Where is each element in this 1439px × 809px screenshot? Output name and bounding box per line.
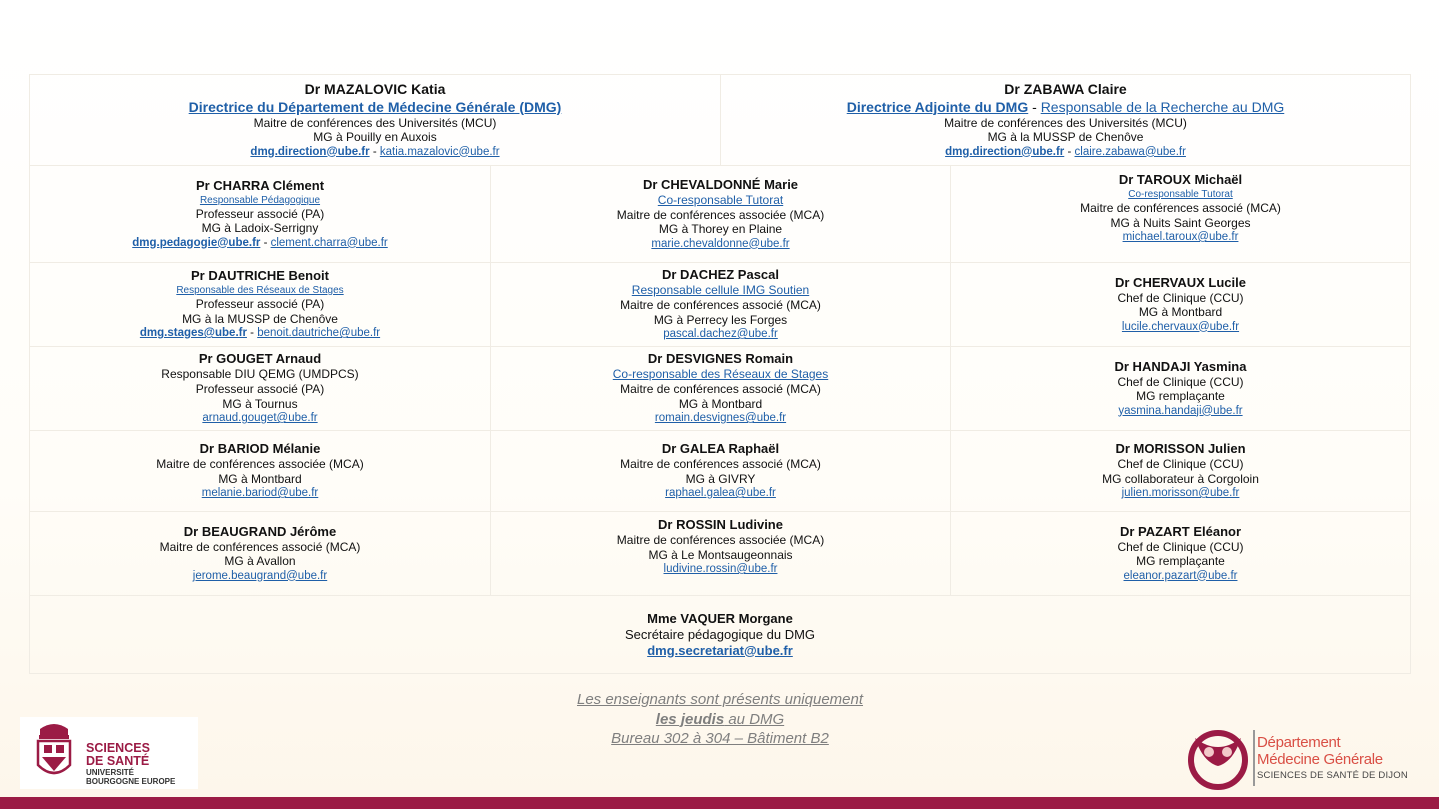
- person-title: Professeur associé (PA): [195, 382, 325, 396]
- footer-bar: [0, 797, 1439, 809]
- staff-card: [30, 263, 490, 346]
- person-title: Chef de Clinique (CCU): [1117, 290, 1244, 305]
- person-practice: MG à Avallon: [224, 554, 296, 568]
- person-title: Chef de Clinique (CCU): [1117, 374, 1244, 389]
- email-separator: -: [1064, 145, 1075, 158]
- logo-title: [1257, 734, 1383, 768]
- email-line: [1124, 569, 1238, 584]
- person-name: Dr PAZART Eléanor: [1119, 523, 1242, 539]
- shared-email-link[interactable]: dmg.direction@ube.fr: [250, 145, 370, 158]
- person-title: Maitre de conférences associée (MCA): [616, 533, 825, 547]
- person-practice: MG à Montbard: [1138, 305, 1223, 319]
- shared-email-link[interactable]: dmg.pedagogie@ube.fr: [132, 236, 261, 249]
- staff-row: [30, 165, 1410, 262]
- logo-subtitle: [86, 768, 175, 786]
- person-practice: MG à la MUSSP de Chenôve: [987, 130, 1144, 144]
- staff-row: [30, 262, 1410, 346]
- personal-email-link[interactable]: ludivine.rossin@ube.fr: [663, 563, 778, 575]
- email-line: [945, 145, 1186, 160]
- secretary-card: [30, 596, 1410, 673]
- person-name: Dr TAROUX Michaël: [1118, 172, 1243, 187]
- person-title: Maitre de conférences des Universités (MCU): [944, 115, 1187, 130]
- logo-divider: [1253, 730, 1255, 786]
- person-title: Chef de Clinique (CCU): [1117, 457, 1244, 471]
- person-secondary-role-link[interactable]: Responsable de la Recherche au DMG: [1040, 98, 1285, 115]
- personal-email-link[interactable]: melanie.bariod@ube.fr: [201, 487, 319, 499]
- personal-email-link[interactable]: benoit.dautriche@ube.fr: [257, 327, 381, 339]
- role-separator: -: [1028, 98, 1041, 115]
- personal-email-link[interactable]: raphael.galea@ube.fr: [665, 487, 776, 499]
- email-line: [664, 562, 778, 577]
- staff-card: [30, 431, 490, 511]
- email-line: [140, 326, 380, 341]
- person-name: Dr DESVIGNES Romain: [647, 351, 794, 366]
- personal-email-link[interactable]: pascal.dachez@ube.fr: [663, 328, 778, 340]
- staff-card: [950, 263, 1410, 346]
- person-role-link[interactable]: Directrice Adjointe du DMG: [846, 98, 1029, 115]
- staff-card: [30, 347, 490, 430]
- person-practice: MG à Le Montsaugeonnais: [648, 547, 793, 562]
- staff-card: [30, 512, 490, 595]
- email-separator: -: [260, 236, 271, 249]
- person-practice: MG à Montbard: [218, 471, 302, 486]
- deputy-director-card: [720, 75, 1410, 165]
- person-name: Dr CHEVALDONNÉ Marie: [642, 176, 799, 192]
- personal-email-link[interactable]: claire.zabawa@ube.fr: [1074, 145, 1186, 158]
- person-title: Professeur associé (PA): [195, 297, 325, 311]
- personal-email-link[interactable]: marie.chevaldonne@ube.fr: [651, 237, 790, 250]
- person-title: Maitre de conférences associée (MCA): [616, 207, 825, 222]
- email-line: [250, 145, 499, 160]
- person-practice: MG à Perrecy les Forges: [653, 312, 788, 327]
- person-title: Maitre de conférences associé (MCA): [620, 298, 821, 312]
- email-line: [647, 643, 793, 659]
- person-title: Maitre de conférences associé (MCA): [159, 539, 361, 554]
- staff-card: [950, 512, 1410, 595]
- note-line: Les enseignants sont présents uniquement: [576, 691, 864, 708]
- note-line: [520, 710, 920, 730]
- staff-directory-grid: [29, 74, 1411, 674]
- person-name: Dr HANDAJI Yasmina: [1114, 358, 1247, 374]
- person-role-link[interactable]: Responsable des Réseaux de Stages: [176, 285, 344, 296]
- personal-email-link[interactable]: katia.mazalovic@ube.fr: [379, 145, 500, 158]
- email-line: [1118, 404, 1242, 419]
- dmg-logo: [1183, 724, 1413, 792]
- person-practice: MG à Montbard: [678, 396, 763, 411]
- logo-subtitle-line: UNIVERSITÉ: [86, 768, 135, 777]
- email-line: [651, 237, 789, 252]
- note-text: au DMG: [724, 710, 785, 728]
- staff-card: [950, 166, 1410, 262]
- email-line: [202, 411, 317, 426]
- person-title: Secrétaire pédagogique du DMG: [624, 626, 816, 642]
- staff-card: [950, 431, 1410, 511]
- person-name: Dr BEAUGRAND Jérôme: [183, 523, 337, 539]
- email-line: [132, 236, 388, 251]
- owl-logo-icon: [1185, 726, 1251, 790]
- sciences-de-sante-logo: [20, 717, 198, 789]
- person-name: Dr GALEA Raphaël: [661, 441, 780, 456]
- person-role-link[interactable]: Co-responsable des Réseaux de Stages: [612, 367, 829, 381]
- person-role-link[interactable]: Responsable Pédagogique: [199, 194, 321, 206]
- person-name: Dr ROSSIN Ludivine: [658, 517, 783, 532]
- staff-card: [490, 431, 950, 511]
- person-practice: MG à la MUSSP de Chenôve: [182, 311, 338, 326]
- personal-email-link[interactable]: eleanor.pazart@ube.fr: [1123, 569, 1238, 582]
- logo-title-line: Département: [1257, 734, 1341, 751]
- email-separator: -: [369, 145, 380, 158]
- staff-card: [490, 512, 950, 595]
- person-title: Professeur associé (PA): [195, 206, 325, 221]
- person-practice: MG à Ladoix-Serrigny: [201, 221, 319, 235]
- personal-email-link[interactable]: lucile.chervaux@ube.fr: [1121, 320, 1240, 333]
- person-title: Maitre de conférences associée (MCA): [156, 457, 364, 471]
- note-emphasis: les jeudis: [655, 710, 725, 728]
- person-name: Dr CHERVAUX Lucile: [1115, 274, 1246, 290]
- personal-email-link[interactable]: julien.morisson@ube.fr: [1121, 487, 1240, 499]
- person-practice: MG remplaçante: [1136, 554, 1225, 568]
- person-name: Mme VAQUER Morgane: [647, 610, 793, 626]
- director-card: [30, 75, 720, 165]
- person-name: Dr MORISSON Julien: [1115, 441, 1246, 456]
- shared-email-link[interactable]: dmg.stages@ube.fr: [139, 327, 247, 339]
- email-separator: -: [246, 327, 258, 339]
- personal-email-link[interactable]: michael.taroux@ube.fr: [1122, 231, 1239, 243]
- staff-card: [490, 347, 950, 430]
- person-title: Maitre de conférences des Universités (MCU): [253, 115, 497, 130]
- person-practice: MG à GIVRY: [685, 471, 756, 486]
- person-role-link[interactable]: Directrice du Département de Médecine Générale (DMG): [188, 98, 562, 115]
- staff-card: [490, 166, 950, 262]
- staff-row: [30, 511, 1410, 595]
- person-practice: MG à Tournus: [222, 396, 298, 411]
- email-line: [1122, 320, 1239, 335]
- person-role: Responsable DIU QEMG (UMDPCS): [161, 367, 359, 381]
- person-name: Dr ZABAWA Claire: [1004, 80, 1127, 97]
- person-name: Pr DAUTRICHE Benoit: [191, 268, 329, 283]
- person-role-line: [847, 98, 1285, 116]
- logo-subtitle: SCIENCES DE SANTÉ DE DIJON: [1257, 770, 1408, 781]
- person-name: Dr MAZALOVIC Katia: [304, 80, 446, 97]
- attendance-note: [520, 690, 920, 749]
- person-role-link[interactable]: Responsable cellule IMG Soutien: [631, 283, 810, 297]
- logo-title: [86, 742, 150, 768]
- person-practice: MG remplaçante: [1136, 389, 1225, 403]
- person-practice: MG à Pouilly en Auxois: [313, 130, 437, 144]
- personal-email-link[interactable]: jerome.beaugrand@ube.fr: [192, 569, 328, 582]
- personal-email-link[interactable]: arnaud.gouget@ube.fr: [202, 412, 318, 424]
- staff-card: [950, 347, 1410, 430]
- person-title: Maitre de conférences associé (MCA): [1080, 201, 1281, 215]
- personal-email-link[interactable]: clement.charra@ube.fr: [270, 236, 388, 249]
- person-practice: MG à Nuits Saint Georges: [1110, 215, 1251, 230]
- person-name: Pr CHARRA Clément: [195, 177, 325, 193]
- staff-card: [30, 166, 490, 262]
- person-practice: MG à Thorey en Plaine: [658, 222, 783, 236]
- staff-card: [490, 263, 950, 346]
- person-title: Maitre de conférences associé (MCA): [620, 382, 821, 396]
- personal-email-link[interactable]: romain.desvignes@ube.fr: [654, 412, 787, 424]
- secretary-row: [30, 595, 1410, 673]
- person-name: Pr GOUGET Arnaud: [198, 351, 322, 366]
- person-role-link[interactable]: Co-responsable Tutorat: [1128, 189, 1233, 200]
- personal-email-link[interactable]: yasmina.handaji@ube.fr: [1118, 404, 1243, 417]
- logo-subtitle-line: BOURGOGNE EUROPE: [86, 777, 176, 786]
- logo-title-line: Médecine Générale: [1257, 751, 1383, 768]
- person-role-link[interactable]: Co-responsable Tutorat: [657, 192, 784, 207]
- email-line: [1122, 486, 1240, 501]
- email-line: [202, 486, 319, 501]
- directors-row: [30, 75, 1410, 165]
- staff-row: [30, 430, 1410, 511]
- university-crest-icon: [32, 721, 77, 785]
- email-line: [663, 327, 778, 342]
- email-line: [193, 569, 327, 584]
- staff-row: [30, 346, 1410, 430]
- note-line: Bureau 302 à 304 – Bâtiment B2: [611, 730, 829, 747]
- person-name: Dr BARIOD Mélanie: [199, 441, 321, 456]
- email-line: [665, 486, 776, 501]
- person-name: Dr DACHEZ Pascal: [661, 267, 780, 282]
- email-line: [655, 411, 786, 426]
- shared-email-link[interactable]: dmg.secretariat@ube.fr: [647, 642, 793, 658]
- shared-email-link[interactable]: dmg.direction@ube.fr: [945, 145, 1065, 158]
- logo-title-line: SCIENCES: [86, 741, 150, 755]
- email-line: [1123, 230, 1239, 245]
- person-title: Maitre de conférences associé (MCA): [620, 457, 821, 471]
- person-title: Chef de Clinique (CCU): [1117, 539, 1244, 554]
- logo-title-line: DE SANTÉ: [86, 754, 150, 768]
- person-practice: MG collaborateur à Corgoloin: [1102, 471, 1259, 486]
